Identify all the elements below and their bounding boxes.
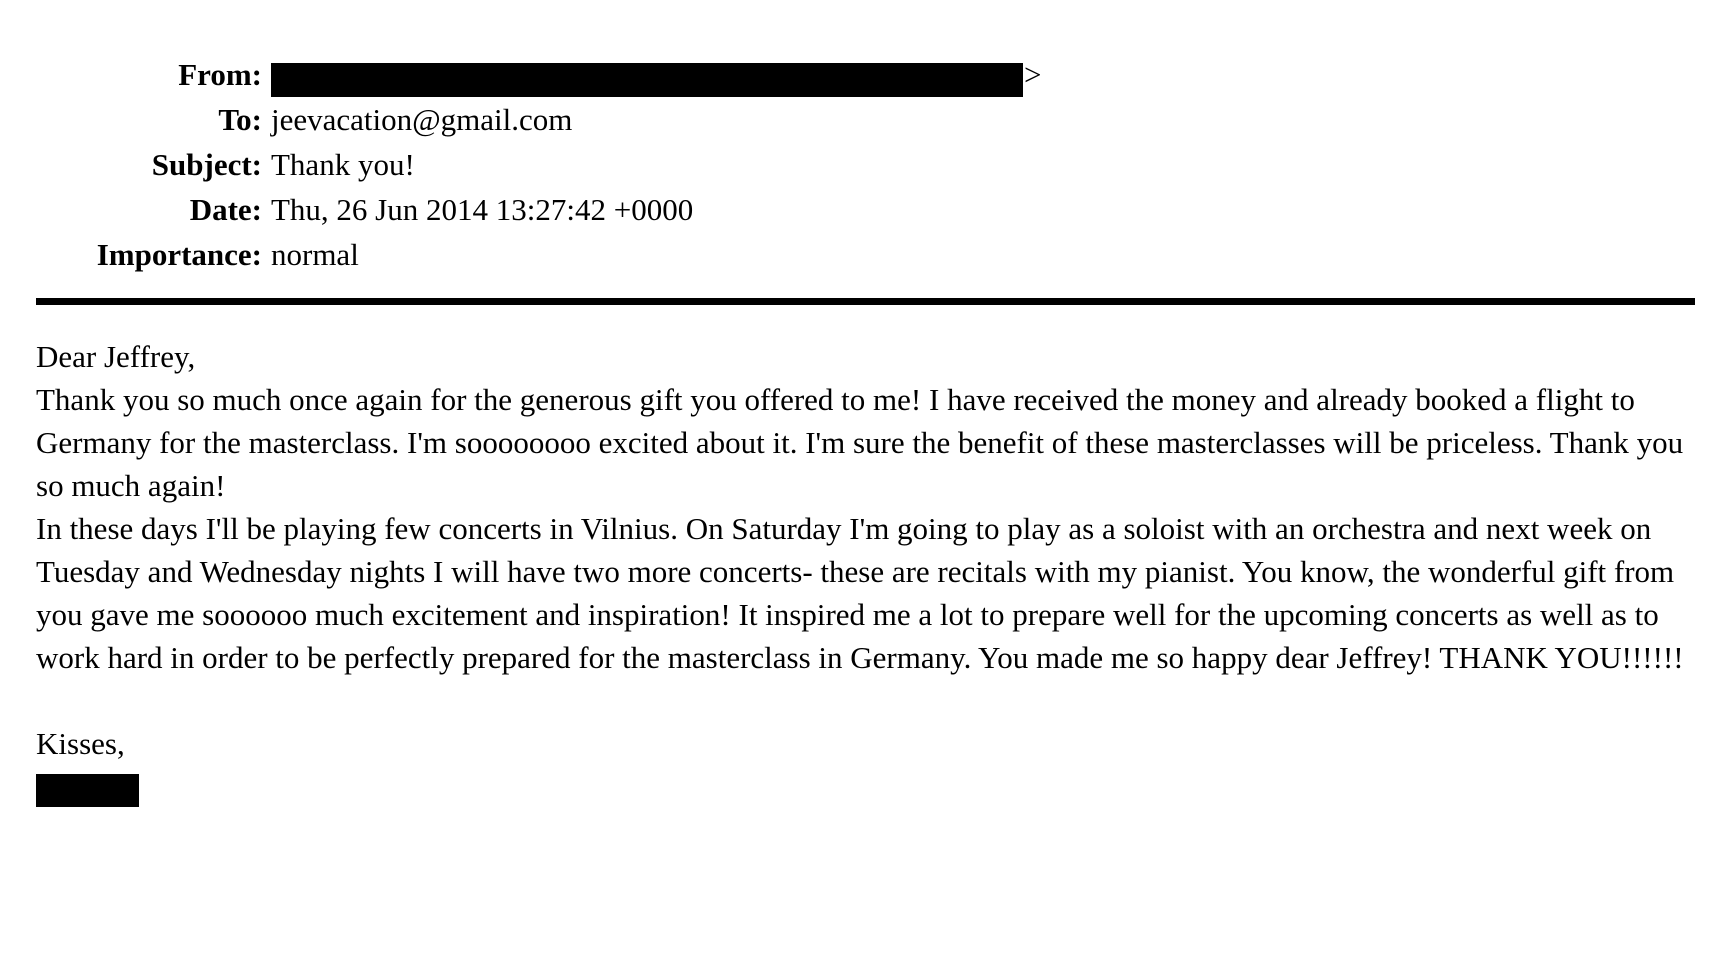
redaction-bar-signature xyxy=(36,774,139,807)
header-value-date: Thu, 26 Jun 2014 13:27:42 +0000 xyxy=(271,192,694,227)
body-closing: Kisses, xyxy=(36,726,125,761)
header-label-date: Date: xyxy=(189,192,262,227)
body-paragraph-2: In these days I'll be playing few concerts in Vilnius. On Saturday I'm going to play as a soloist with an orchestra and next week on Tuesday and Wednesday nights I will have two more concerts- these are recitals with my pianist. You know, the wonderful gift from you gave me soooooo much excitement and inspiration! It inspired me a lot to prepare well for the upcoming concerts as well as to work hard in order to be perfectly prepared for the masterclass in Germany. You made me so happy dear Jeffrey! THANK YOU!!!!!! xyxy=(36,511,1684,675)
header-row-importance xyxy=(36,238,1720,272)
header-label-from: From: xyxy=(178,57,262,92)
email-body xyxy=(0,305,1720,808)
header-value-from xyxy=(271,58,1041,95)
header-value-to: jeevacation@gmail.com xyxy=(271,102,573,137)
header-row-from xyxy=(36,58,1720,92)
redaction-bar-from xyxy=(271,63,1023,97)
header-value-importance: normal xyxy=(271,237,359,272)
body-spacer xyxy=(36,679,1690,722)
body-greeting: Dear Jeffrey, xyxy=(36,339,196,374)
header-label-subject: Subject: xyxy=(151,147,262,182)
header-row-subject xyxy=(36,148,1720,182)
from-caret: > xyxy=(1024,57,1042,92)
header-label-to: To: xyxy=(218,102,262,137)
header-row-to xyxy=(36,103,1720,137)
body-signature xyxy=(36,765,1690,808)
header-row-date xyxy=(36,193,1720,227)
header-label-importance: Importance: xyxy=(96,237,262,272)
header-value-subject: Thank you! xyxy=(271,147,415,182)
body-paragraph-1: Thank you so much once again for the generous gift you offered to me! I have received the money and already booked a flight to Germany for the masterclass. I'm soooooooo excited about it. I'm sure the benefit of these masterclasses will be priceless. Thank you so much again! xyxy=(36,382,1684,503)
email-header-block xyxy=(0,0,1720,272)
header-body-divider xyxy=(36,298,1695,305)
